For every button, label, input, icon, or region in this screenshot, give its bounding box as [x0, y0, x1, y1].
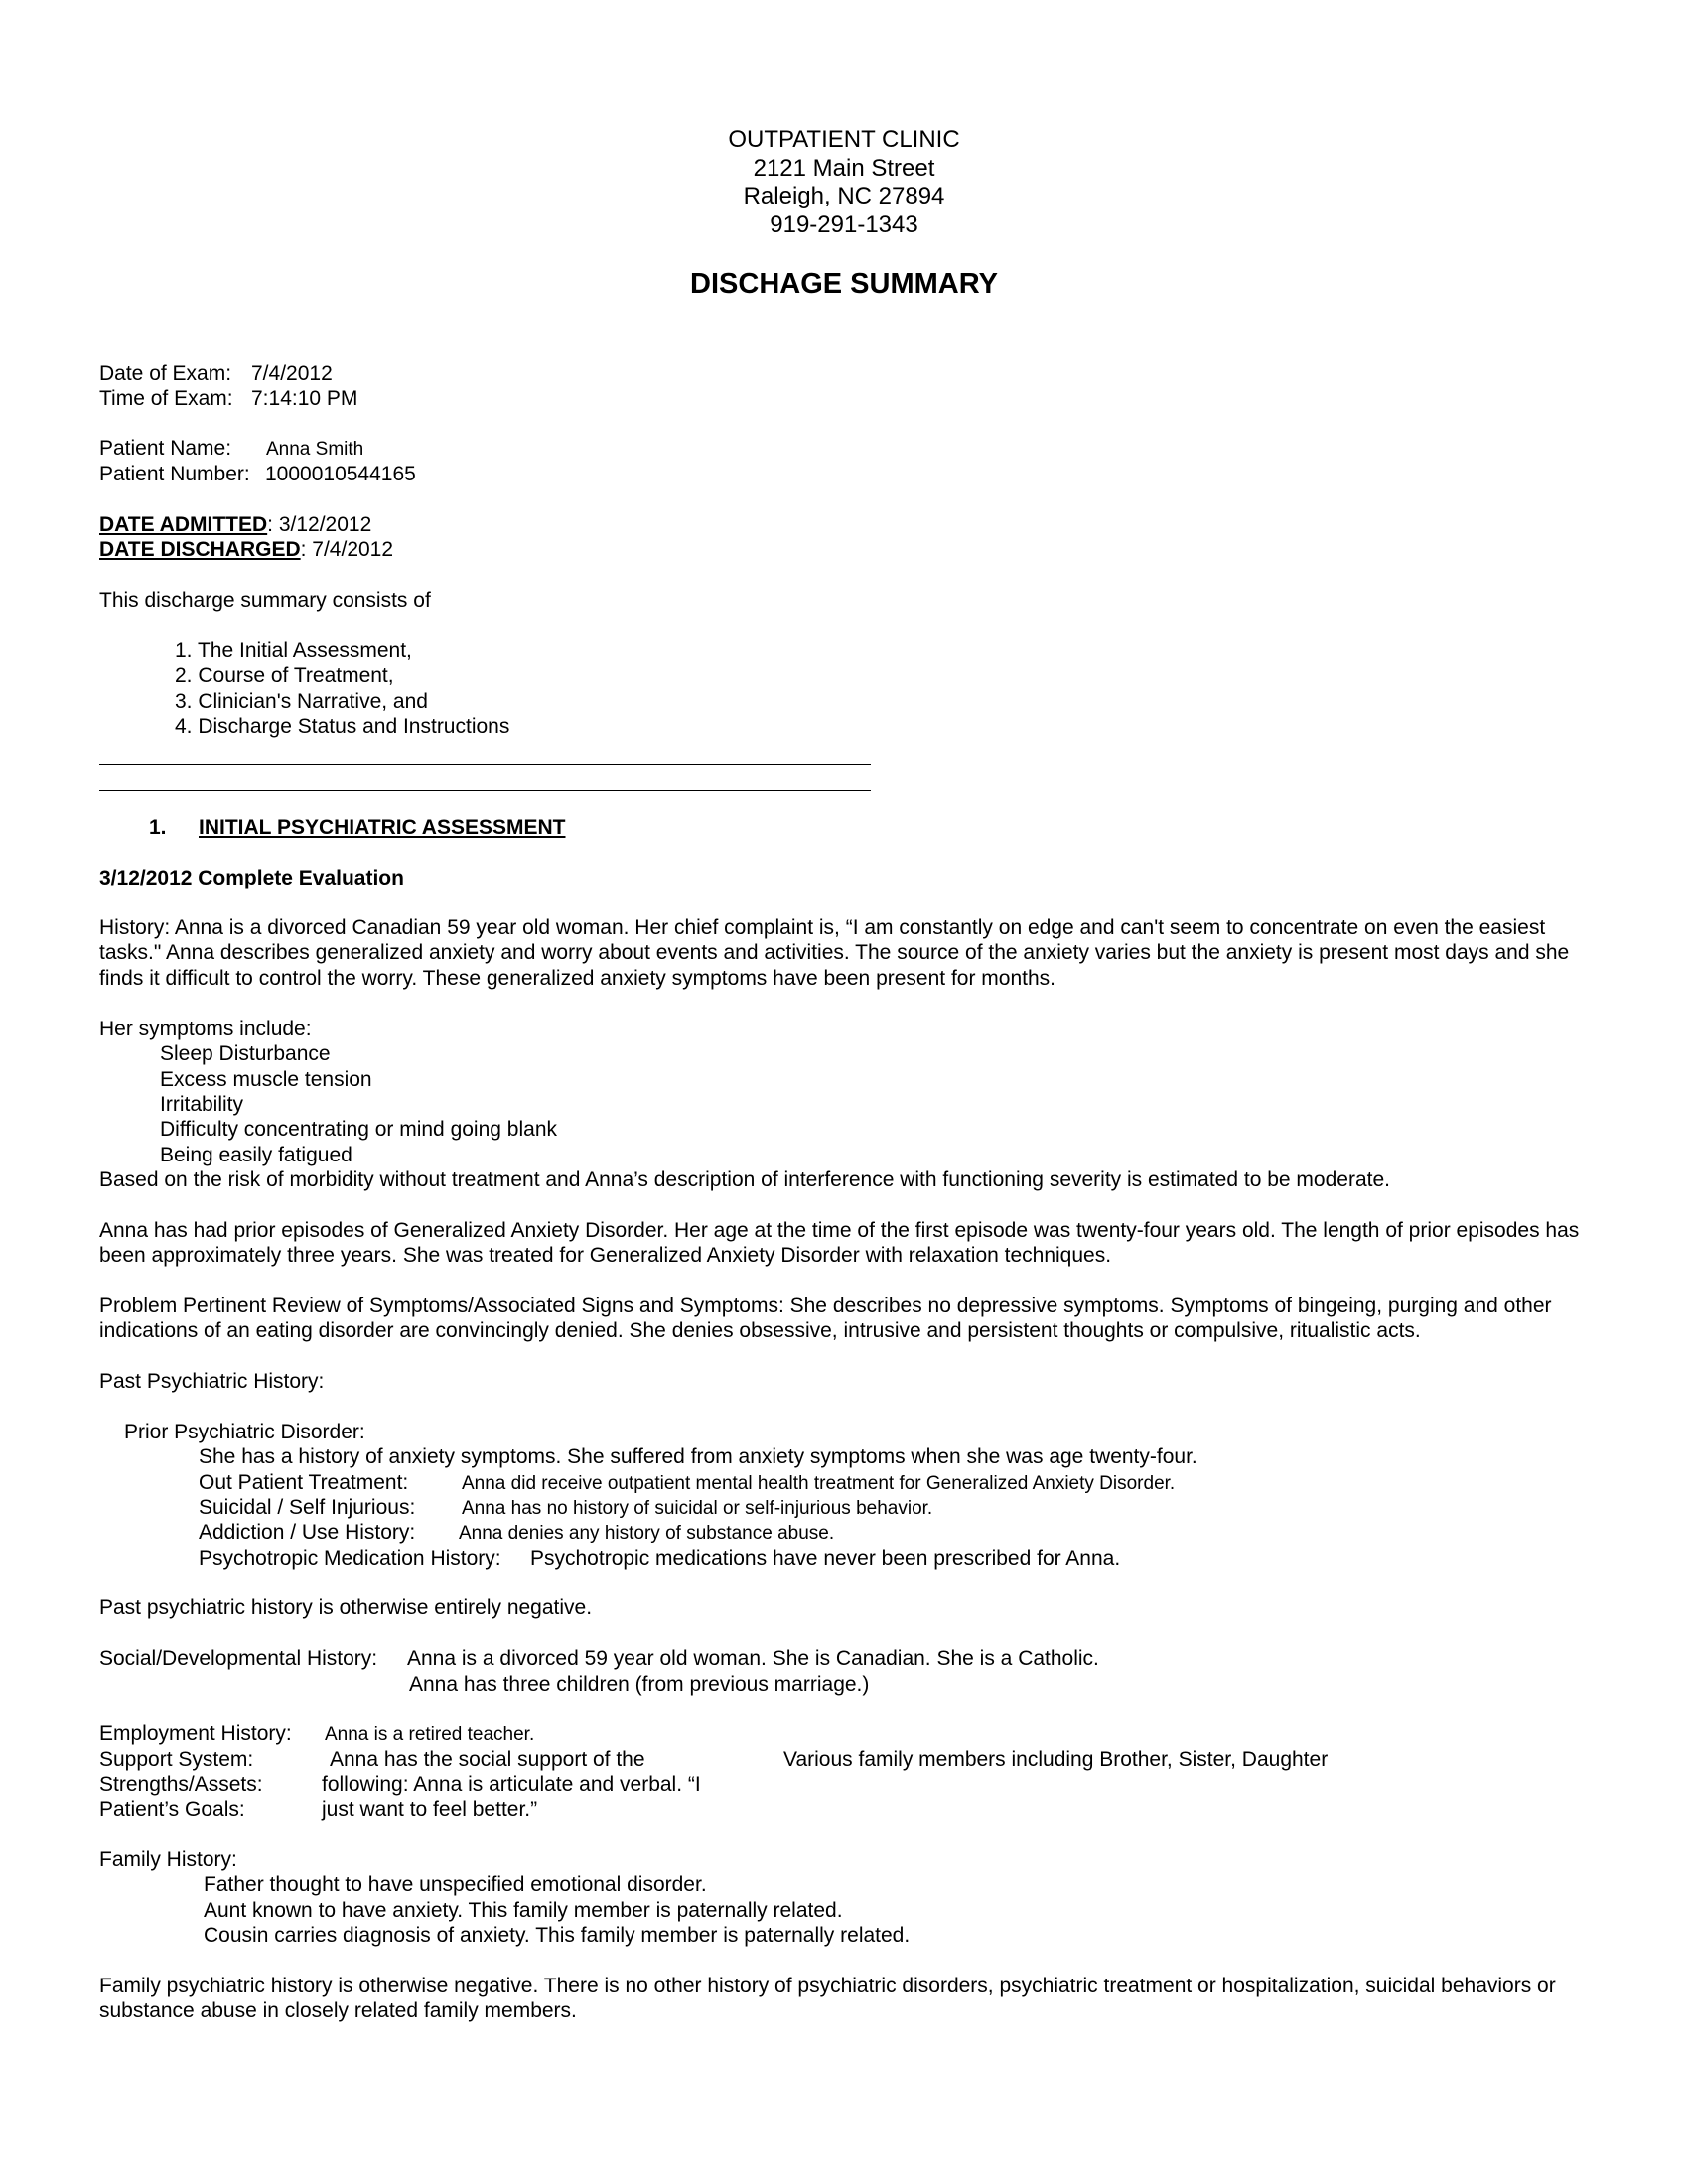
support-label: Support System:	[99, 1748, 254, 1771]
summary-item: 1. The Initial Assessment,	[175, 639, 412, 662]
date-admitted-line	[99, 512, 371, 537]
symptom-item: Difficulty concentrating or mind going blank	[160, 1118, 557, 1141]
patient-name-label: Patient Name:	[99, 437, 232, 460]
family-item: Cousin carries diagnosis of anxiety. This family member is paternally related.	[204, 1924, 911, 1947]
symptom-item: Excess muscle tension	[160, 1068, 372, 1091]
employment-label: Employment History:	[99, 1722, 292, 1745]
prior-episodes-paragraph: Anna has had prior episodes of Generalized Anxiety Disorder. Her age at the time of the first episode was twenty-four years old. The length of prior episodes has been approximately three years. She was treated for Generalized Anxiety Disorder with relaxation techniques.	[99, 1219, 1580, 1268]
clinic-name: OUTPATIENT CLINIC	[728, 126, 960, 153]
patient-number-value: 1000010544165	[265, 463, 416, 485]
summary-item: 2. Course of Treatment,	[175, 664, 394, 687]
symptom-item: Irritability	[160, 1093, 244, 1116]
symptom-item: Sleep Disturbance	[160, 1042, 331, 1065]
medication-label: Psychotropic Medication History:	[199, 1547, 501, 1570]
social-line-1: Anna is a divorced 59 year old woman. She is Canadian. She is a Catholic.	[407, 1647, 1099, 1670]
divider-line	[99, 764, 871, 765]
date-discharged-line	[99, 537, 393, 562]
outpatient-value: Anna did receive outpatient mental health treatment for Generalized Anxiety Disorder.	[462, 1473, 1176, 1494]
evaluation-heading: 3/12/2012 Complete Evaluation	[99, 867, 404, 889]
date-discharged-label: DATE DISCHARGED	[99, 538, 301, 561]
addiction-value: Anna denies any history of substance abuse.	[459, 1523, 835, 1544]
goals-value: just want to feel better.”	[322, 1798, 538, 1821]
exam-date-value: 7/4/2012	[251, 362, 333, 385]
goals-label: Patient’s Goals:	[99, 1798, 245, 1821]
date-admitted-label: DATE ADMITTED	[99, 513, 268, 536]
family-history-label: Family History:	[99, 1848, 237, 1871]
section-heading: INITIAL PSYCHIATRIC ASSESSMENT	[199, 816, 566, 839]
past-history-label: Past Psychiatric History:	[99, 1370, 325, 1393]
family-item: Father thought to have unspecified emotional disorder.	[204, 1873, 707, 1896]
medication-value: Psychotropic medications have never been prescribed for Anna.	[530, 1547, 1121, 1570]
history-paragraph: History: Anna is a divorced Canadian 59 year old woman. Her chief complaint is, “I am constantly on edge and can't seem to concentrate on even the easiest tasks." Anna describes generalized anxiety and worry about events and activities. The source of the anxiety varies but the anxiety is present most days and she finds it difficult to control the worry. These generalized anxiety symptoms have been present for months.	[99, 916, 1570, 990]
exam-date-label: Date of Exam:	[99, 362, 232, 385]
clinic-city: Raleigh, NC 27894	[743, 183, 945, 209]
suicidal-label: Suicidal / Self Injurious:	[199, 1496, 416, 1519]
section-number: 1.	[149, 816, 167, 839]
severity-text: Based on the risk of morbidity without treatment and Anna’s description of interference with functioning severity is estimated to be moderate.	[99, 1168, 1390, 1191]
family-negative-paragraph: Family psychiatric history is otherwise negative. There is no other history of psychiatric disorders, psychiatric treatment or hospitalization, suicidal behaviors or substance abuse in closely related family members.	[99, 1975, 1556, 2023]
past-negative-text: Past psychiatric history is otherwise entirely negative.	[99, 1596, 593, 1619]
clinic-street: 2121 Main Street	[753, 155, 935, 182]
date-admitted-value: : 3/12/2012	[267, 513, 372, 536]
strengths-label: Strengths/Assets:	[99, 1773, 263, 1796]
patient-number-label: Patient Number:	[99, 463, 250, 485]
exam-time-value: 7:14:10 PM	[251, 387, 358, 410]
employment-value: Anna is a retired teacher.	[325, 1724, 535, 1745]
support-value-2: Various family members including Brother, Sister, Daughter	[783, 1748, 1329, 1771]
exam-time-label: Time of Exam:	[99, 387, 233, 410]
social-line-2: Anna has three children (from previous marriage.)	[409, 1673, 870, 1696]
suicidal-value: Anna has no history of suicidal or self-injurious behavior.	[462, 1498, 933, 1519]
support-value: Anna has the social support of the	[330, 1748, 645, 1771]
date-discharged-value: : 7/4/2012	[300, 538, 394, 561]
prior-disorder-label: Prior Psychiatric Disorder:	[124, 1421, 365, 1443]
clinic-phone: 919-291-1343	[770, 211, 918, 238]
summary-item: 4. Discharge Status and Instructions	[175, 715, 510, 738]
prior-disorder-text: She has a history of anxiety symptoms. She suffered from anxiety symptoms when she was age twenty-four.	[199, 1445, 1197, 1468]
symptom-item: Being easily fatigued	[160, 1144, 352, 1166]
outpatient-label: Out Patient Treatment:	[199, 1471, 409, 1494]
symptoms-intro: Her symptoms include:	[99, 1018, 312, 1040]
divider-line	[99, 790, 871, 791]
summary-intro: This discharge summary consists of	[99, 589, 431, 612]
review-paragraph: Problem Pertinent Review of Symptoms/Associated Signs and Symptoms: She describes no depressive symptoms. Symptoms of bingeing, purging and other indications of an eating disorder are convincingly denied. She denies obsessive, intrusive and persistent thoughts or compulsive, ritualistic acts.	[99, 1295, 1552, 1343]
document-title: DISCHAGE SUMMARY	[690, 268, 998, 300]
family-item: Aunt known to have anxiety. This family member is paternally related.	[204, 1899, 843, 1922]
summary-item: 3. Clinician's Narrative, and	[175, 690, 428, 713]
addiction-label: Addiction / Use History:	[199, 1521, 416, 1544]
social-label: Social/Developmental History:	[99, 1647, 378, 1670]
patient-name-value: Anna Smith	[266, 439, 364, 460]
strengths-value: following: Anna is articulate and verbal. “I	[322, 1773, 701, 1796]
